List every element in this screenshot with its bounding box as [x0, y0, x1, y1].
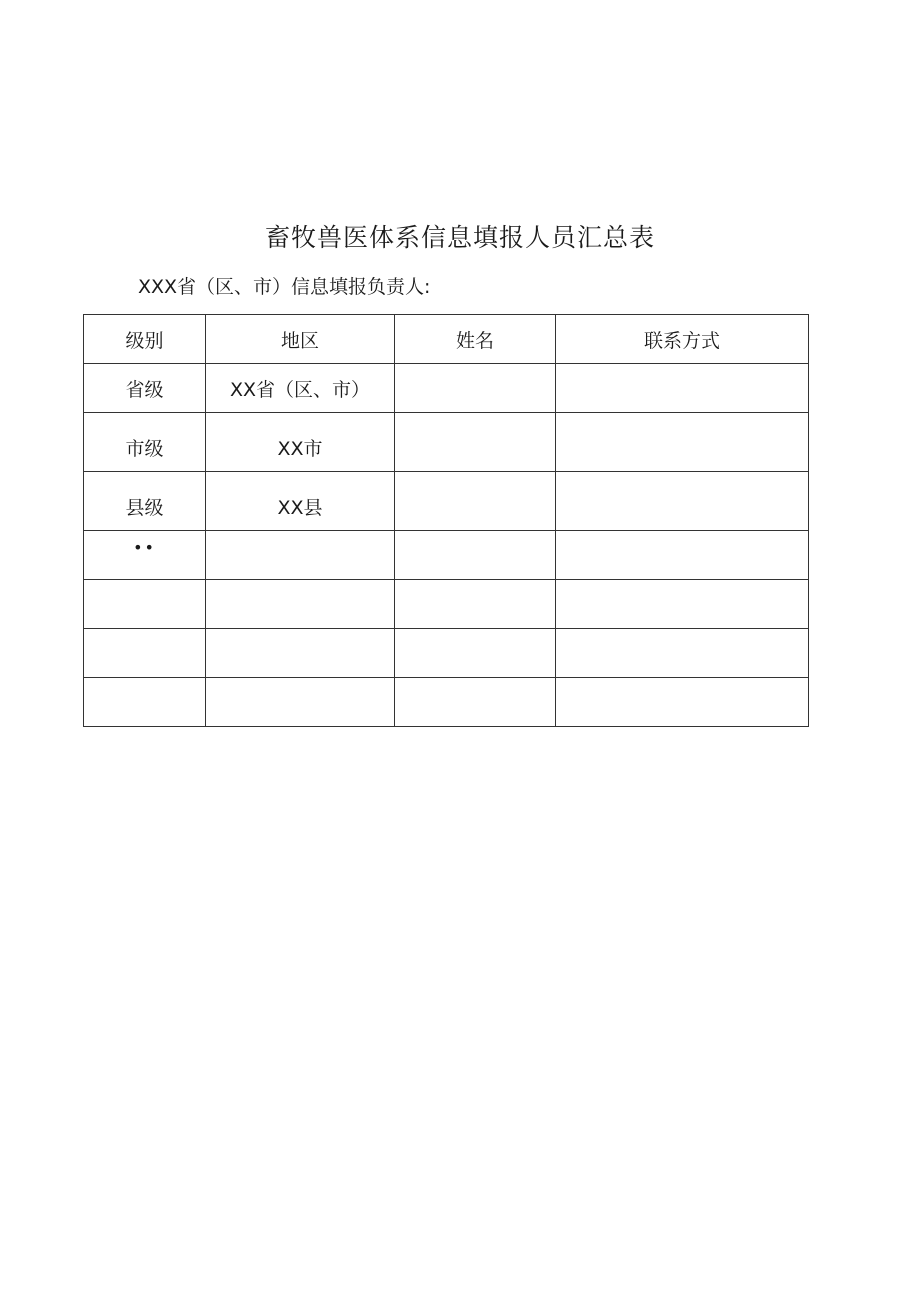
cell-contact — [556, 629, 809, 678]
table-row — [84, 629, 809, 678]
cell-region: XX市 — [206, 413, 395, 472]
cell-name — [395, 629, 556, 678]
cell-level — [84, 678, 206, 727]
cell-contact — [556, 364, 809, 413]
table-row — [84, 364, 809, 413]
cell-name — [395, 413, 556, 472]
document-title: 畜牧兽医体系信息填报人员汇总表 — [264, 223, 655, 252]
summary-table — [83, 314, 809, 727]
cell-region — [206, 531, 395, 580]
cell-name — [395, 531, 556, 580]
table-row — [84, 472, 809, 531]
cell-level: 省级 — [84, 364, 206, 413]
cell-region — [206, 580, 395, 629]
header-name: 姓名 — [395, 315, 556, 364]
cell-region — [206, 629, 395, 678]
header-contact: 联系方式 — [556, 315, 809, 364]
table-row — [84, 531, 809, 580]
cell-name — [395, 472, 556, 531]
header-level: 级别 — [84, 315, 206, 364]
cell-name — [395, 364, 556, 413]
cell-name — [395, 580, 556, 629]
table-header-row — [84, 315, 809, 364]
cell-level — [84, 531, 206, 580]
cell-contact — [556, 472, 809, 531]
table-row — [84, 580, 809, 629]
cell-contact — [556, 413, 809, 472]
header-region: 地区 — [206, 315, 395, 364]
cell-contact — [556, 580, 809, 629]
table-row — [84, 678, 809, 727]
cell-level: 县级 — [84, 472, 206, 531]
table-row — [84, 413, 809, 472]
cell-name — [395, 678, 556, 727]
responsible-person-line: XXX省（区、市）信息填报负责人: — [138, 276, 431, 298]
cell-level — [84, 629, 206, 678]
cell-region: XX县 — [206, 472, 395, 531]
ellipsis-dots: •• — [133, 538, 156, 557]
cell-contact — [556, 678, 809, 727]
cell-level — [84, 580, 206, 629]
cell-contact — [556, 531, 809, 580]
cell-region — [206, 678, 395, 727]
cell-region: XX省（区、市） — [206, 364, 395, 413]
cell-level: 市级 — [84, 413, 206, 472]
